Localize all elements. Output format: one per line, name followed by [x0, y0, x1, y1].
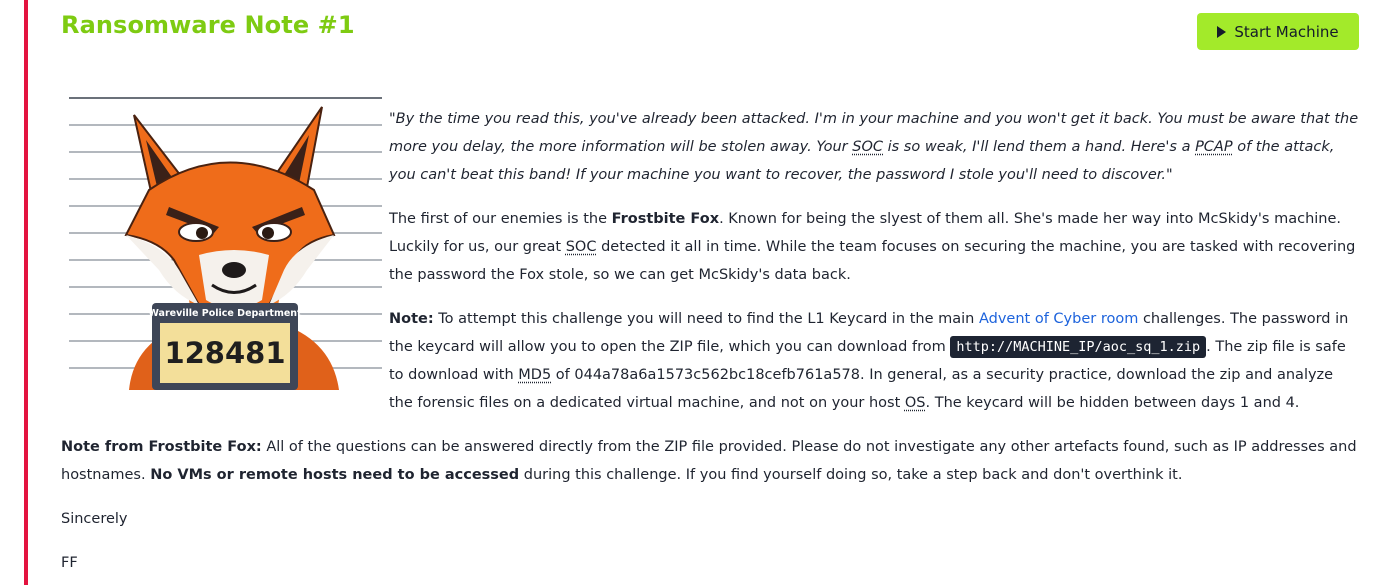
note-text-1: To attempt this challenge you will need to find the L1 Keycard in the main — [433, 311, 979, 327]
note-label: Note: — [389, 311, 434, 327]
play-icon — [1217, 26, 1226, 38]
start-machine-button[interactable] — [1197, 13, 1359, 50]
note-text-3: . The zip file is safe to download with — [389, 339, 1346, 383]
signoff-sincerely: Sincerely — [61, 511, 128, 527]
fox-note-bold: No VMs or remote hosts need to be accessed — [150, 467, 520, 483]
task-content — [61, 95, 1361, 585]
abbr-soc: SOC — [852, 139, 883, 155]
fox-mugshot-image — [64, 95, 384, 390]
zip-url-code[interactable]: http://MACHINE_IP/aoc_sq_1.zip — [950, 336, 1206, 358]
note-text-4: of 044a78a6a1573c562bc18cefb761a578. In general, as a security practice, download the zip and analyze the forensic files on a dedicated virtual machine, and not on your host — [389, 367, 1334, 411]
fox-note-label: Note from Frostbite Fox: — [61, 439, 262, 455]
placard-number: 128481 — [164, 336, 286, 370]
fox-note-text-2: during this challenge. If you find yourself doing so, take a step back and don't overthink it. — [519, 467, 1183, 483]
abbr-soc-2: SOC — [565, 239, 597, 255]
abbr-md5: MD5 — [518, 367, 552, 383]
intro-text-1: The first of our enemies is the — [389, 211, 612, 227]
intro-text-3: detected it all in time. While the team focuses on securing the machine, you are tasked with recovering the password the Fox stole, so we can get McSkidy's data back. — [389, 239, 1356, 283]
task-accent-bar — [24, 0, 28, 585]
note-text-2: challenges. The password in the keycard will allow you to open the ZIP file, which you can download from — [389, 311, 1349, 355]
frostbite-fox-name: Frostbite Fox — [611, 211, 720, 227]
intro-text-2: . Known for being the slyest of them all. She's made her way into McSkidy's machine. Luckily for us, our great — [389, 211, 1342, 255]
quote-text-3: of the attack, you can't beat this band! If your machine you want to recover, the password I stole you'll need to discover." — [389, 139, 1335, 183]
signoff-initials: FF — [61, 555, 78, 571]
fox-note-paragraph — [61, 433, 1361, 489]
quote-text-1: "By the time you read this, you've already been attacked. I'm in your machine and you won't get it back. You must be aware that the more you delay, the more information will be stolen away. Your — [389, 111, 1359, 155]
quote-text-2: is so weak, I'll lend them a hand. Here's a — [883, 139, 1196, 155]
placard-department: Wareville Police Department — [148, 308, 302, 319]
booking-placard — [148, 303, 302, 390]
advent-of-cyber-link[interactable]: Advent of Cyber room — [978, 311, 1139, 327]
task-title: Ransomware Note #1 — [61, 11, 355, 39]
fox-note-text-1: All of the questions can be answered directly from the ZIP file provided. Please do not investigate any other artefacts found, such as IP addresses and hostnames. — [61, 439, 1357, 483]
note-text-5: . The keycard will be hidden between days 1 and 4. — [925, 395, 1300, 411]
abbr-pcap: PCAP — [1195, 139, 1233, 155]
abbr-os: OS — [904, 395, 926, 411]
start-machine-label: Start Machine — [1234, 22, 1339, 41]
